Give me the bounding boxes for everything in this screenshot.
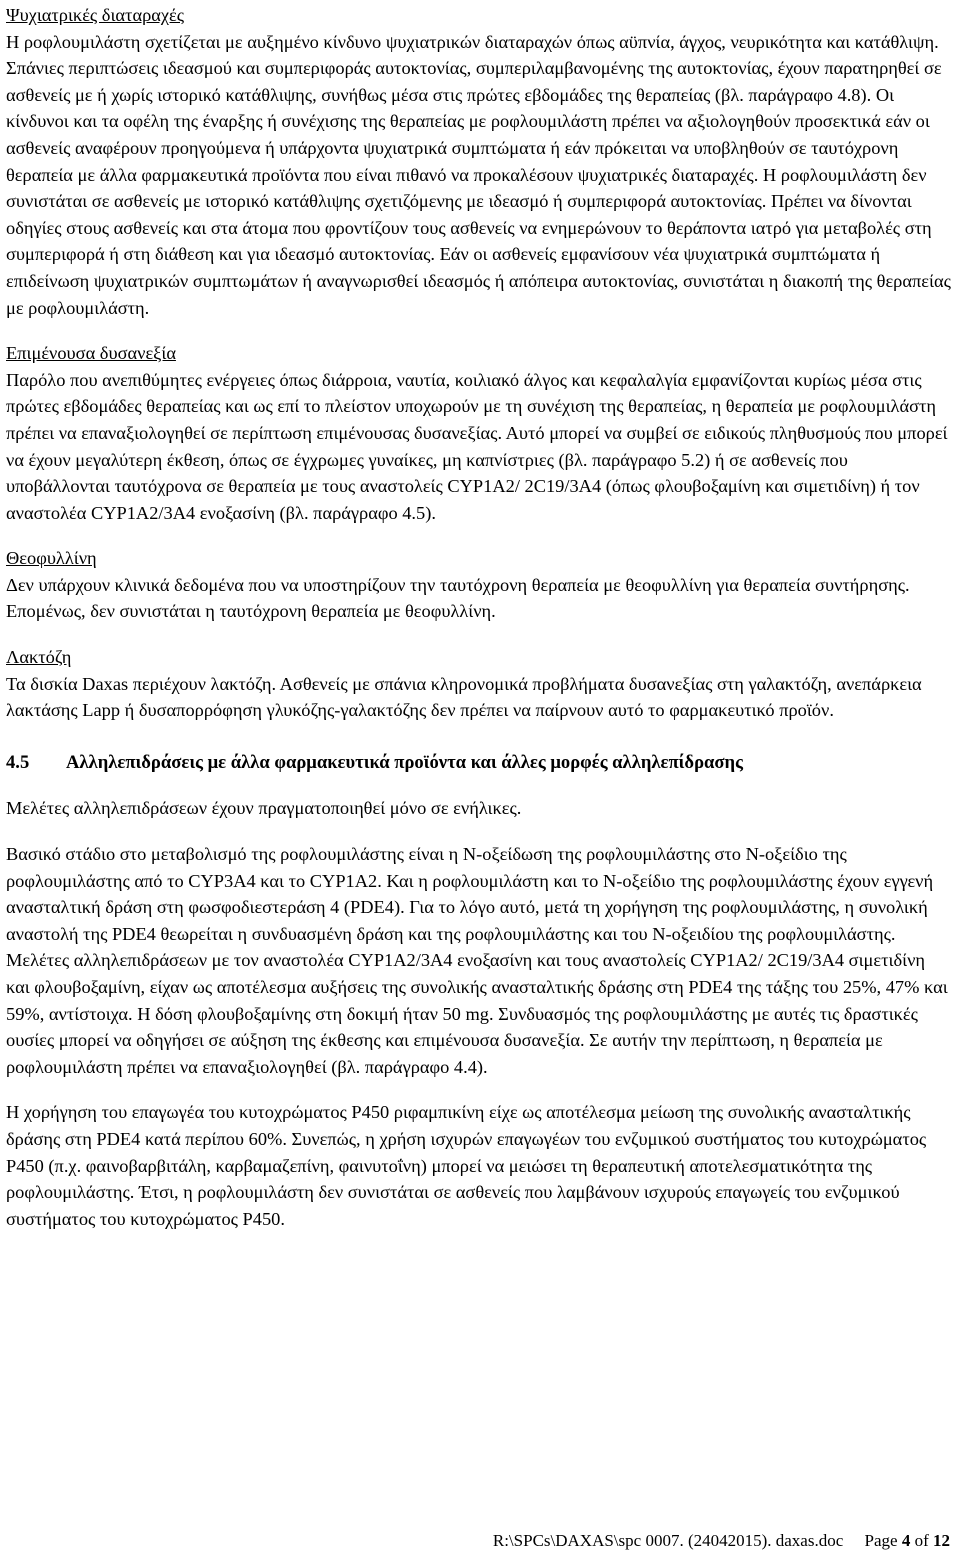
document-page [6,2,951,1232]
footer-file-path: R:\SPCs\DAXAS\spc 0007. (24042015). daxas.doc [492,1531,844,1550]
heading-lactose: Λακτόζη [6,647,72,668]
paragraph-theophylline: Δεν υπάρχουν κλινικά δεδομένα που να υποστηρίζουν την ταυτόχρονη θεραπεία με θεοφυλλίνη για θεραπεία συντήρησης. Επομένως, δεν συνιστάται η ταυτόχρονη θεραπεία με θεοφυλλίνη. [6,574,910,622]
paragraph-lactose: Τα δισκία Daxas περιέχουν λακτόζη. Ασθενείς με σπάνια κληρονομικά προβλήματα δυσανεξίας στη γαλακτόζη, ανεπάρκεια λακτάσης Lapp ή δυσαπορρόφηση γλυκόζης-γαλακτόζης δεν πρέπει να παίρνουν αυτό το φαρμακευτικό προϊόν. [6,673,922,721]
footer-of-word: of [914,1531,929,1550]
paragraph-interactions-3: Η χορήγηση του επαγωγέα του κυτοχρώματος P450 ριφαμπικίνη είχε ως αποτέλεσμα μείωση της συνολικής ανασταλτικής δράσης στη PDE4 κατά περίπου 60%. Συνεπώς, η χρήση ισχυρών επαγωγέων του ενζυμικού συστήματος του κυτοχρώματος P450 (π.χ. φαινοβαρβιτάλη, καρβαμαζεπίνη, φαινυτοΐνη) μπορεί να μειώσει τη θεραπευτική αποτελεσματικότητα της ροφλουμιλάστης. Έτσι, η ροφλουμιλάστη δεν συνιστάται σε ασθενείς που λαμβάνουν ισχυρούς επαγωγείς του ενζυμικού συστήματος του κυτοχρώματος P450. [6,1102,927,1229]
paragraph-intolerance: Παρόλο που ανεπιθύμητες ενέργειες όπως διάρροια, ναυτία, κοιλιακό άλγος και κεφαλαλγία εμφανίζονται κυρίως μέσα στις πρώτες εβδομάδες θεραπείας και ως επί το πλείστον υποχωρούν με τη συνέχιση της θεραπείας, η θεραπεία με ροφλουμιλάστη πρέπει να επαναξιολογηθεί σε περίπτωση επιμένουσας δυσανεξίας. Αυτό μπορεί να συμβεί σε ειδικούς πληθυσμούς που μπορεί να έχουν μεγαλύτερη έκθεση, όπως σε έγχρωμες γυναίκες, μη καπνίστριες (βλ. παράγραφο 5.2) ή σε ασθενείς που υποβάλλονται ταυτόχρονα σε θεραπεία με τους αναστολείς CYP1A2/ 2C19/3A4 (όπως φλουβοξαμίνη και σιμετιδίνη) ή τον αναστολέα CYP1A2/3A4 ενοξασίνη (βλ. παράγραφο 4.5). [6,369,948,523]
paragraph-interactions-2: Βασικό στάδιο στο μεταβολισμό της ροφλουμιλάστης είναι η N-οξείδωση της ροφλουμιλάστης στο N-οξείδιο της ροφλουμιλάστης από το CYP3A4 και το CYP1A2. Και η ροφλουμιλάστη και το N-οξείδιο της ροφλουμιλάστης έχουν εγγενή ανασταλτική δράση στη φωσφοδιεστεράση 4 (PDE4). Για το λόγο αυτό, μετά τη χορήγηση της ροφλουμιλάστης, η συνολική αναστολή της PDE4 θεωρείται η συνδυασμένη δράση και της ροφλουμιλάστης και του N-οξειδίου της ροφλουμιλάστης. Μελέτες αλληλεπιδράσεων με τον αναστολέα CYP1A2/3A4 ενοξασίνη και τους αναστολείς CYP1A2/ 2C19/3A4 σιμετιδίνη και φλουβοξαμίνη, είχαν ως αποτέλεσμα αυξήσεις της συνολικής ανασταλτικής δράσης στη PDE4 της τάξης του 25%, 47% και 59%, αντίστοιχα. Η δόση φλουβοξαμίνης στη δοκιμή ήταν 50 mg. Συνδυασμός της ροφλουμιλάστης με αυτές τις δραστικές ουσίες μπορεί να οδηγήσει σε αύξηση της έκθεσης και επιμένουσα δυσανεξία. Σε αυτήν την περίπτωση, η θεραπεία με ροφλουμιλάστη πρέπει να επαναξιολογηθεί (βλ. παράγραφο 4.4). [6,844,948,1077]
heading-intolerance: Επιμένουσα δυσανεξία [6,343,176,364]
psychiatric-text-a: Η ροφλουμιλάστη σχετίζεται με αυξημένο κίνδυνο ψυχιατρικών διαταραχών όπως αϋπνία, άγχος, νευρικότητα και κατάθλιψη. Σπάνιες περιπτώσεις ιδεασμού και συμπεριφοράς αυτοκτονίας, συμπεριλαμβανομένης της αυτοκτονίας, έχουν παρατηρηθεί σε ασθενείς με ή χωρίς ιστορικό κατάθλιψης, συνήθως μέσα στις πρώτες εβδομάδες της θεραπείας (βλ. παράγραφο 4.8). [6,31,942,105]
psychiatric-text-b: Οι κίνδυνοι και τα οφέλη της έναρξης ή συνέχισης της θεραπείας με ροφλουμιλάστη πρέπει να αξιολογηθούν προσεκτικά εάν οι ασθενείς αναφέρουν προηγούμενα ή υπάρχοντα ψυχιατρικά συμπτώματα ή εάν πρόκειται να υποβληθούν σε ταυτόχρονη θεραπεία με άλλα φαρμακευτικά προϊόντα που είναι πιθανό να προκαλέσουν ψυχιατρικές διαταραχές. Η ροφλουμιλάστη δεν συνιστάται σε ασθενείς με ιστορικό κατάθλιψης σχετιζόμενης με ιδεασμό ή συμπεριφορά αυτοκτονίας. Πρέπει να δίνονται οδηγίες στους ασθενείς και στα άτομα που φροντίζουν τους ασθενείς να ενημερώνουν το θεράποντα ιατρό για μεταβολές στη συμπεριφορά ή στη διάθεση και για ιδεασμό αυτοκτονίας. Εάν οι ασθενείς εμφανίσουν νέα ψυχιατρικά συμπτώματα ή επιδείνωση ψυχιατρικών συμπτωμάτων ή αναγνωρισθεί ιδεασμός ή απόπειρα αυτοκτονίας, συνιστάται η διακοπή της θεραπείας με ροφλουμιλάστη. [6,84,951,318]
footer-page-number: 4 [901,1531,911,1550]
section-title: Αλληλεπιδράσεις με άλλα φαρμακευτικά προϊόντα και άλλες μορφές αλληλεπίδρασης [66,751,743,773]
heading-psychiatric: Ψυχιατρικές διαταραχές [6,5,185,25]
section-number: 4.5 [6,751,30,773]
paragraph-interactions-1: Μελέτες αλληλεπιδράσεων έχουν πραγματοποιηθεί μόνο σε ενήλικες. [6,798,522,819]
heading-theophylline: Θεοφυλλίνη [6,548,97,569]
footer-page-word: Page [864,1531,898,1550]
footer-page-total: 12 [933,1531,950,1550]
section-heading-4-5 [6,750,951,777]
paragraph-psychiatric [6,29,951,322]
page-footer [493,1530,950,1552]
